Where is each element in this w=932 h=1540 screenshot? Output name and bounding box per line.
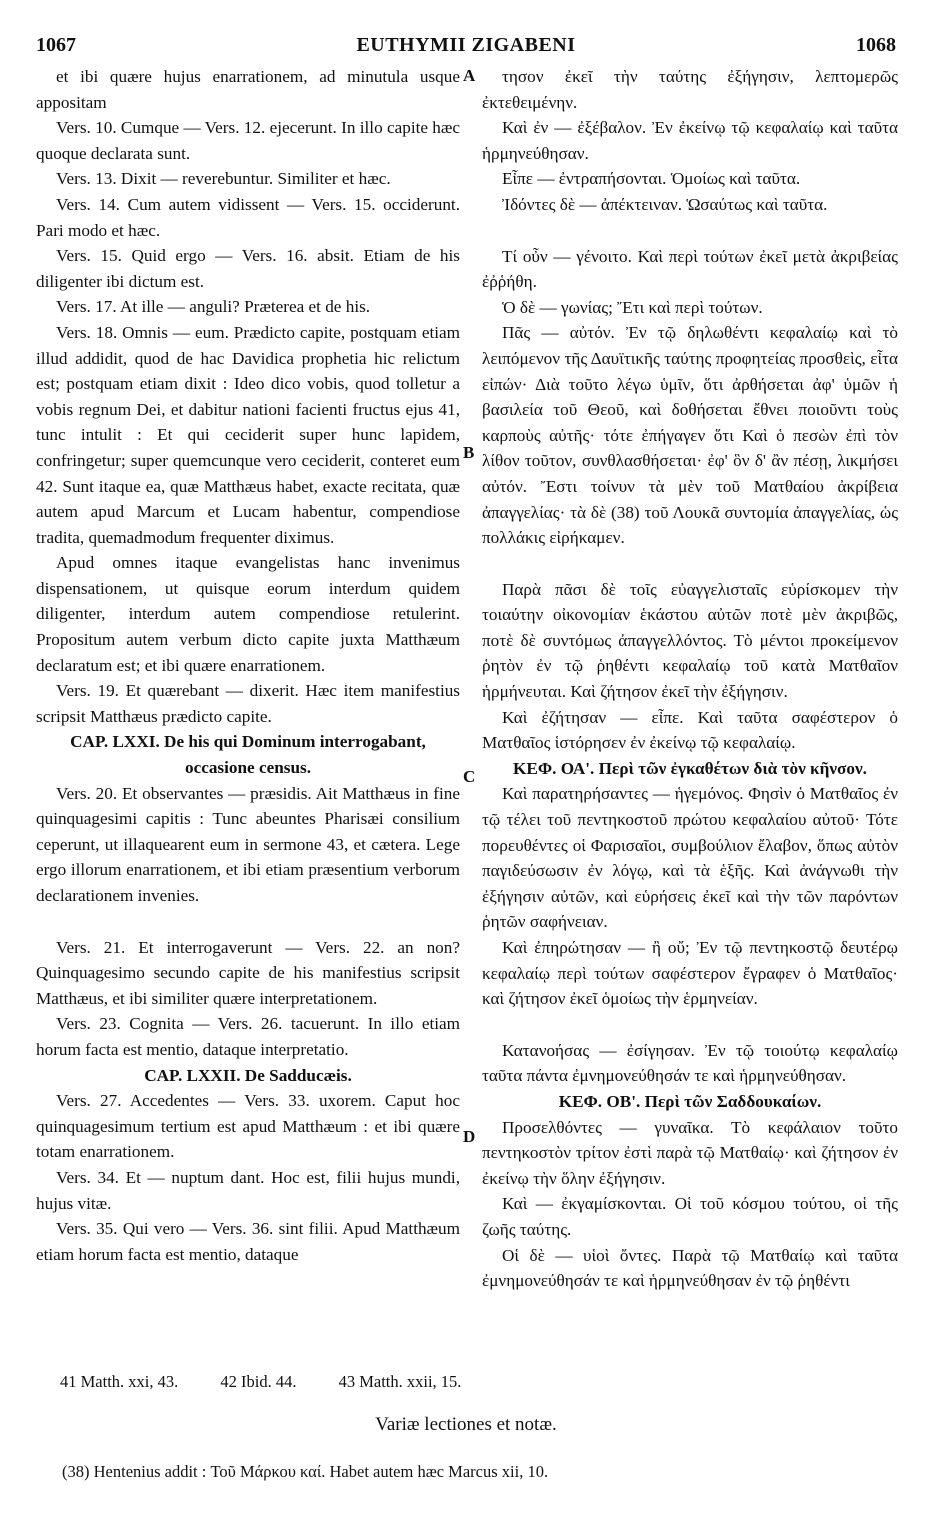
paragraph: Vers. 20. Et observantes — præsidis. Ait Matthæus in fine quinquagesimi capitis : Tunc abeuntes Pharisæi consilium ceperunt, ut illaquearent eum in sermone 43, et cætera. Lege ergo illorum enarrationem, et ibi etiam præsentium verborum declarationem invenies. — [36, 783, 460, 905]
paragraph: Ὁ δὲ — γωνίας; Ἔτι καὶ περὶ τούτων. — [502, 297, 763, 317]
footnote: 43 Matth. xxii, 15. — [338, 1372, 462, 1391]
paragraph: Vers. 19. Et quærebant — dixerit. Hæc item manifestius scripsit Matthæus prædicto capite. — [36, 681, 460, 726]
margin-mark-c: C — [463, 767, 476, 786]
paragraph: Vers. 14. Cum autem vidissent — Vers. 15. occiderunt. Pari modo et hæc. — [36, 194, 460, 240]
paragraph: et ibi quære hujus enarrationem, ad minutula usque appositam — [36, 67, 460, 112]
chapter-heading: CAP. LXXII. De Sadducæis. — [144, 1065, 352, 1085]
paragraph: Apud omnes itaque evangelistas hanc invenimus dispensationem, ut quisque eorum interdum quidem diligenter, interdum autem compendiose retulerint. Propositum autem verbum dicto capite juxta Matthæum declaratum est; et ibi quære enarrationem. — [36, 553, 460, 675]
latin-column — [36, 64, 460, 1267]
paragraph: Vers. 10. Cumque — Vers. 12. ejecerunt. In illo capite hæc quoque declarata sunt. — [36, 118, 460, 163]
margin-mark-b: B — [463, 443, 475, 462]
chapter-heading: ΚΕΦ. ΟΒ'. Περὶ τῶν Σαδδουκαίων. — [558, 1091, 822, 1111]
paragraph: Καὶ — ἐκγαμίσκονται. Οἱ τοῦ κόσμου τούτου, οἱ τῆς ζωῆς ταύτης. — [482, 1194, 898, 1239]
variae-lectiones-note: (38) Hentenius addit : Τοῦ Μάρκου καί. Habet autem hæc Marcus xii, 10. — [62, 1462, 549, 1481]
footnote: 42 Ibid. 44. — [220, 1372, 297, 1391]
paragraph: Ἰδόντες δὲ — ἀπέκτειναν. Ὡσαύτως καὶ ταῦτα. — [502, 194, 828, 214]
page-number-left: 1067 — [36, 34, 76, 56]
paragraph: Οἱ δὲ — υἱοὶ ὄντες. Παρὰ τῷ Ματθαίῳ καὶ ταῦτα ἐμνημονεύθησάν τε καὶ ἡρμηνεύθησαν ἐν τῷ ῥηθέντι — [482, 1245, 898, 1291]
margin-mark-a: A — [463, 66, 476, 85]
paragraph: Παρὰ πᾶσι δὲ τοῖς εὐαγγελισταῖς εὑρίσκομεν τὴν τοιαύτην οἰκονομίαν ἑκάστου αὐτῶν ποτὲ μὲν ἀκριβῶς, ποτὲ δὲ συντόμως ἀπαγγελλόντος. Τὸ μέντοι προκείμενον ῥητὸν ἐν τῷ ῥηθέντι κεφαλαίῳ τοῦ κατὰ Ματθαῖον ἡρμήνευται. Καὶ ζήτησον ἐκεῖ τὴν ἐξήγησιν. — [482, 579, 898, 702]
paragraph: Εἶπε — ἐντραπήσονται. Ὁμοίως καὶ ταῦτα. — [502, 169, 801, 189]
paragraph: Καὶ ἐζήτησαν — εἶπε. Καὶ ταῦτα σαφέστερον ὁ Ματθαῖος ἱστόρησεν ἐν ἐκείνῳ τῷ κεφαλαίῳ. — [482, 707, 898, 753]
footnote: 41 Matth. xxi, 43. — [60, 1372, 179, 1391]
paragraph: Καὶ ἐν — ἐξέβαλον. Ἐν ἐκείνῳ τῷ κεφαλαίῳ καὶ ταῦτα ἡρμηνεύθησαν. — [482, 118, 898, 163]
paragraph: Vers. 35. Qui vero — Vers. 36. sint filii. Apud Matthæum etiam horum facta est mentio, dataque — [36, 1219, 460, 1264]
paragraph: Vers. 17. At ille — anguli? Præterea et de his. — [56, 297, 371, 317]
footnotes — [60, 1372, 499, 1392]
paragraph: Vers. 34. Et — nuptum dant. Hoc est, filii hujus mundi, hujus vitæ. — [36, 1167, 460, 1213]
paragraph: Κατανοήσας — ἐσίγησαν. Ἐν τῷ τοιούτῳ κεφαλαίῳ ταῦτα πάντα ἐμνημονεύθησάν τε καὶ ἡρμηνεύθησαν. — [482, 1040, 898, 1086]
paragraph: Vers. 13. Dixit — reverebuntur. Similiter et hæc. — [56, 169, 391, 189]
page-header — [36, 34, 896, 58]
paragraph: Καὶ παρατηρήσαντες — ἡγεμόνος. Φησὶν ὁ Ματθαῖος ἐν τῷ τέλει τοῦ πεντηκοστοῦ πρώτου κεφαλαίου αὐτοῦ· Τότε πορευθέντες οἱ Φαρισαῖοι, συμβούλιον ἔλαβον, ὅπως αὐτὸν παγιδεύσωσιν ἐν λόγῳ, καὶ τὰ ἑξῆς. Καὶ ἀνάγνωθι τὴν ἐξήγησιν αὐτῶν, καὶ εὑρήσεις ἐκεῖ καὶ τὴν τῶν παρόντων ῥητῶν σαφήνειαν. — [482, 784, 898, 932]
margin-mark-d: D — [463, 1127, 476, 1146]
paragraph: Τί οὖν — γένοιτο. Καὶ περὶ τούτων ἐκεῖ μετὰ ἀκριβείας ἐῤῥήθη. — [482, 246, 898, 292]
paragraph: Vers. 18. Omnis — eum. Prædicto capite, postquam etiam illud addidit, quod de hac Davidica prophetia hic relictum est; postquam etiam dixit : Ideo dico vobis, quod tolletur a vobis regnum Dei, et dabitur nationi facienti fructus ejus 41, tunc intulit : Et qui ceciderit super hunc lapidem, confringetur; super quemcunque vero ceciderit, conteret eum 42. Sunt itaque ea, quæ Matthæus habet, exacte recitata, quæ autem apud Marcum et Lucam habentur, compendiose tradita, quemadmodum frequenter diximus. — [36, 322, 460, 547]
chapter-heading: CAP. LXXI. De his qui Dominum interrogabant, occasione census. — [70, 732, 426, 778]
variae-lectiones-title: Variæ lectiones et notæ. — [375, 1414, 557, 1435]
paragraph: Vers. 27. Accedentes — Vers. 33. uxorem. Caput hoc quinquagesimum tertium est apud Matthæum : et ibi quære totam enarrationem. — [36, 1091, 460, 1162]
running-title: EUTHYMII ZIGABENI — [356, 34, 576, 56]
paragraph: Vers. 23. Cognita — Vers. 26. tacuerunt. In illo etiam horum facta est mentio, dataque interpretatio. — [36, 1014, 460, 1059]
page-number-right: 1068 — [856, 34, 896, 56]
paragraph: Προσελθόντες — γυναῖκα. Τὸ κεφάλαιον τοῦτο πεντηκοστὸν τρίτον ἐστὶ παρὰ τῷ Ματθαίῳ· καὶ ζήτησον ἐν ἐκείνῳ τὴν ὅλην ἐξήγησιν. — [482, 1117, 898, 1188]
paragraph: Vers. 21. Et interrogaverunt — Vers. 22. an non? Quinquagesimo secundo capite de his manifestius scripsit Matthæus, et ibi similiter quære interpretationem. — [36, 937, 460, 1008]
paragraph: Καὶ ἐπηρώτησαν — ἢ οὔ; Ἐν τῷ πεντηκοστῷ δευτέρῳ κεφαλαίῳ περὶ τούτων σαφέστερον ἔγραφεν ὁ Ματθαῖος· καὶ ζήτησον ἐκεῖ ὁμοίως τὴν ἑρμηνείαν. — [482, 938, 898, 1009]
paragraph: τησον ἐκεῖ τὴν ταύτης ἐξήγησιν, λεπτομερῶς ἐκτεθειμένην. — [482, 67, 898, 112]
greek-column — [482, 64, 898, 1294]
paragraph: Πᾶς — αὐτόν. Ἐν τῷ δηλωθέντι κεφαλαίῳ καὶ τὸ λειπόμενον τῆς Δαυϊτικῆς ταύτης προφητείας προσθεὶς, εἶτα εἰπών· Διὰ τοῦτο λέγω ὑμῖν, ὅτι ἀρθήσεται ἀφ' ὑμῶν ἡ βασιλεία τοῦ Θεοῦ, καὶ δοθήσεται ἔθνει ποιοῦντι τοὺς καρποὺς αὐτῆς· τότε ἐπήγαγεν ὅτι Καὶ ὁ πεσὼν ἐπὶ τὸν λίθον τοῦτον, συνθλασθήσεται· ἐφ' ὃν δ' ἂν πέσῃ, λικμήσει αὐτόν. Ἔστι τοίνυν τὰ μὲν τοῦ Ματθαίου ἀκρίβεια ἀπαγγελίας· τὰ δὲ (38) τοῦ Λουκᾶ συντομία ἀπαγγελίας, ὡς πολλάκις εἰρήκαμεν. — [482, 323, 898, 548]
paragraph: Vers. 15. Quid ergo — Vers. 16. absit. Etiam de his diligenter ibi dictum est. — [36, 246, 460, 291]
chapter-heading: ΚΕΦ. ΟΑ'. Περὶ τῶν ἐγκαθέτων διὰ τὸν κῆνσον. — [513, 758, 867, 778]
